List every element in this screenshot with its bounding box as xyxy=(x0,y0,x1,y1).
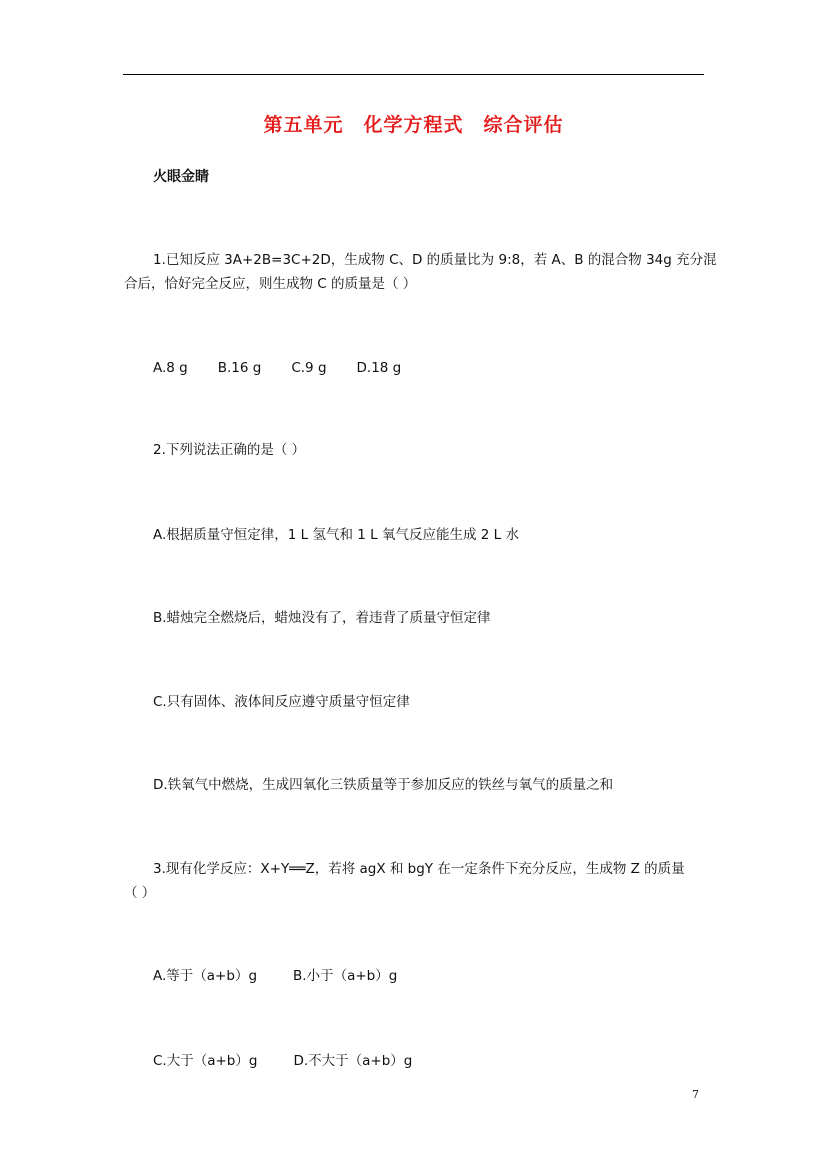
question-1-line-1: 1.已知反应 3A+2B=3C+2D，生成物 C、D 的质量比为 9:8，若 A、B 的混合物 34g 充分混 xyxy=(153,252,717,268)
section-heading: 火眼金睛 xyxy=(153,169,209,185)
question-3-line-2: （ ） xyxy=(124,885,156,901)
question-3-options-row-1 xyxy=(153,968,397,984)
question-1-option-a: A.8 g xyxy=(153,360,188,376)
page-number: 7 xyxy=(692,1088,699,1101)
question-1-option-d: D.18 g xyxy=(356,360,402,376)
question-3-options-row-2 xyxy=(153,1053,412,1069)
question-1-option-c: C.9 g xyxy=(291,360,327,376)
question-1-options xyxy=(153,360,401,376)
question-3-line-1: 3.现有化学反应：X+Y══Z，若将 agX 和 bgY 在一定条件下充分反应，生成物 Z 的质量 xyxy=(153,861,685,877)
page-title: 第五单元 化学方程式 综合评估 xyxy=(263,114,564,136)
question-2-option-d: D.铁氧气中燃烧，生成四氧化三铁质量等于参加反应的铁丝与氧气的质量之和 xyxy=(153,777,614,793)
question-3-option-b: B.小于（a+b）g xyxy=(293,968,398,984)
question-3-option-a: A.等于（a+b）g xyxy=(153,968,258,984)
question-3-option-d: D.不大于（a+b）g xyxy=(293,1053,413,1069)
question-1-option-b: B.16 g xyxy=(217,360,262,376)
header-rule xyxy=(123,74,704,75)
question-2-option-b: B.蜡烛完全燃烧后，蜡烛没有了，着违背了质量守恒定律 xyxy=(153,610,491,626)
question-2-option-a: A.根据质量守恒定律，1 L 氢气和 1 L 氧气反应能生成 2 L 水 xyxy=(153,527,519,543)
question-3-option-c: C.大于（a+b）g xyxy=(153,1053,258,1069)
question-1-line-2: 合后，恰好完全反应，则生成物 C 的质量是（ ） xyxy=(124,276,417,292)
question-2-line-1: 2.下列说法正确的是（ ） xyxy=(153,442,306,458)
question-2-option-c: C.只有固体、液体间反应遵守质量守恒定律 xyxy=(153,694,410,710)
